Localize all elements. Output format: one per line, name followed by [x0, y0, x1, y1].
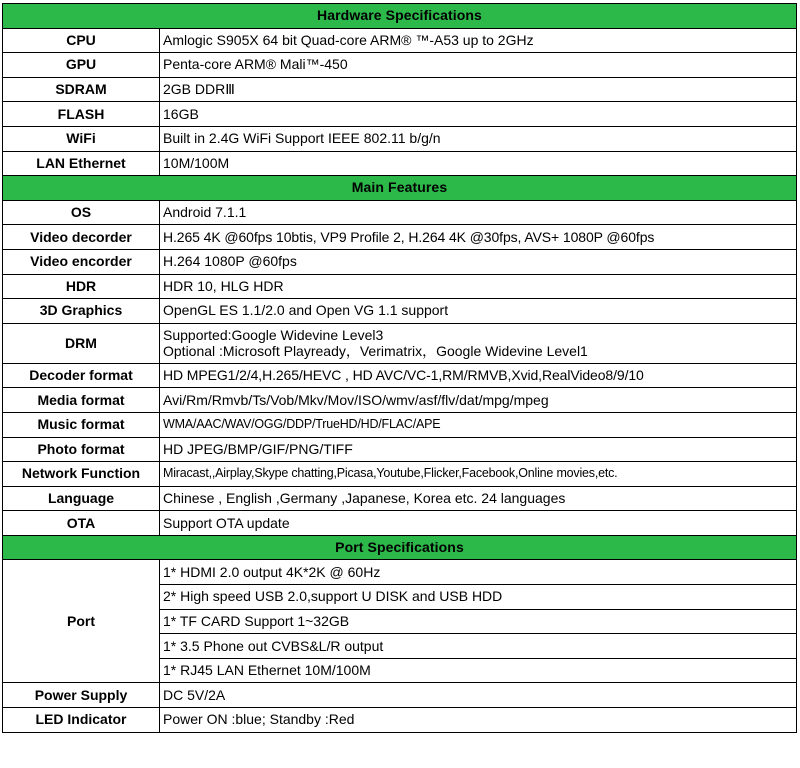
spec-row-port [3, 560, 797, 585]
spec-value: H.264 1080P @60fps [160, 249, 797, 274]
spec-value: OpenGL ES 1.1/2.0 and Open VG 1.1 support [160, 299, 797, 324]
features-section-title: Main Features [3, 176, 797, 201]
spec-value: 10M/100M [160, 151, 797, 176]
spec-row-gpu [3, 53, 797, 78]
spec-value: Amlogic S905X 64 bit Quad-core ARM® ™-A53 up to 2GHz [160, 28, 797, 53]
spec-row-video-decoder [3, 225, 797, 250]
port-label: Port [3, 560, 160, 683]
spec-value: Chinese , English ,Germany ,Japanese, Korea etc. 24 languages [160, 486, 797, 511]
spec-row-photo-format [3, 437, 797, 462]
spec-row-sdram [3, 77, 797, 102]
spec-label: Media format [3, 388, 160, 413]
spec-value: Miracast,,Airplay,Skype chatting,Picasa,Youtube,Flicker,Facebook,Online movies,etc. [160, 462, 797, 487]
spec-label: CPU [3, 28, 160, 53]
spec-label: Language [3, 486, 160, 511]
spec-row-language [3, 486, 797, 511]
spec-row-led-indicator [3, 708, 797, 733]
spec-row-music-format [3, 412, 797, 437]
spec-value: WMA/AAC/WAV/OGG/DDP/TrueHD/HD/FLAC/APE [160, 412, 797, 437]
spec-label: DRM [3, 323, 160, 363]
section-header-row [3, 535, 797, 560]
spec-row-decoder-format [3, 363, 797, 388]
port-item: 1* TF CARD Support 1~32GB [160, 609, 797, 634]
spec-value: HD MPEG1/2/4,H.265/HEVC , HD AVC/VC-1,RM/RMVB,Xvid,RealVideo8/9/10 [160, 363, 797, 388]
port-item: 1* RJ45 LAN Ethernet 10M/100M [160, 658, 797, 683]
spec-label: Power Supply [3, 683, 160, 708]
spec-row-hdr [3, 274, 797, 299]
spec-table [2, 3, 797, 733]
spec-label: HDR [3, 274, 160, 299]
spec-label: OS [3, 200, 160, 225]
spec-label: LED Indicator [3, 708, 160, 733]
spec-value: 16GB [160, 102, 797, 127]
spec-row-os [3, 200, 797, 225]
spec-label: Video encorder [3, 249, 160, 274]
spec-label: Music format [3, 412, 160, 437]
spec-label: FLASH [3, 102, 160, 127]
spec-value: HD JPEG/BMP/GIF/PNG/TIFF [160, 437, 797, 462]
spec-row-flash [3, 102, 797, 127]
section-header-row [3, 4, 797, 29]
spec-label: Decoder format [3, 363, 160, 388]
port-item: 1* 3.5 Phone out CVBS&L/R output [160, 634, 797, 659]
spec-row-cpu [3, 28, 797, 53]
spec-row-3d-graphics [3, 299, 797, 324]
spec-label: GPU [3, 53, 160, 78]
spec-row-network-function [3, 462, 797, 487]
spec-value [160, 323, 797, 363]
spec-value: DC 5V/2A [160, 683, 797, 708]
spec-label: Video decorder [3, 225, 160, 250]
section-header-row [3, 176, 797, 201]
port-item: 1* HDMI 2.0 output 4K*2K @ 60Hz [160, 560, 797, 585]
spec-value: H.265 4K @60fps 10btis, VP9 Profile 2, H.264 4K @30fps, AVS+ 1080P @60fps [160, 225, 797, 250]
spec-row-lan [3, 151, 797, 176]
drm-supported-line: Supported:Google Widevine Level3 [163, 327, 384, 344]
ports-section-title: Port Specifications [3, 535, 797, 560]
spec-value: Android 7.1.1 [160, 200, 797, 225]
drm-optional-line: Optional :Microsoft Playready，Verimatrix，Google Widevine Level1 [163, 343, 588, 360]
spec-value: Built in 2.4G WiFi Support IEEE 802.11 b/g/n [160, 126, 797, 151]
spec-label: SDRAM [3, 77, 160, 102]
spec-row-drm [3, 323, 797, 363]
port-item: 2* High speed USB 2.0,support U DISK and USB HDD [160, 585, 797, 610]
spec-label: OTA [3, 511, 160, 536]
spec-row-wifi [3, 126, 797, 151]
spec-label: 3D Graphics [3, 299, 160, 324]
spec-label: WiFi [3, 126, 160, 151]
spec-label: LAN Ethernet [3, 151, 160, 176]
spec-row-media-format [3, 388, 797, 413]
spec-row-video-encoder [3, 249, 797, 274]
spec-row-ota [3, 511, 797, 536]
spec-value: HDR 10, HLG HDR [160, 274, 797, 299]
hardware-section-title: Hardware Specifications [3, 4, 797, 29]
spec-value: Penta-core ARM® Mali™-450 [160, 53, 797, 78]
spec-value: 2GB DDRⅢ [160, 77, 797, 102]
spec-value: Power ON :blue; Standby :Red [160, 708, 797, 733]
spec-row-power-supply [3, 683, 797, 708]
spec-label: Photo format [3, 437, 160, 462]
spec-label: Network Function [3, 462, 160, 487]
spec-value: Support OTA update [160, 511, 797, 536]
spec-value: Avi/Rm/Rmvb/Ts/Vob/Mkv/Mov/ISO/wmv/asf/flv/dat/mpg/mpeg [160, 388, 797, 413]
